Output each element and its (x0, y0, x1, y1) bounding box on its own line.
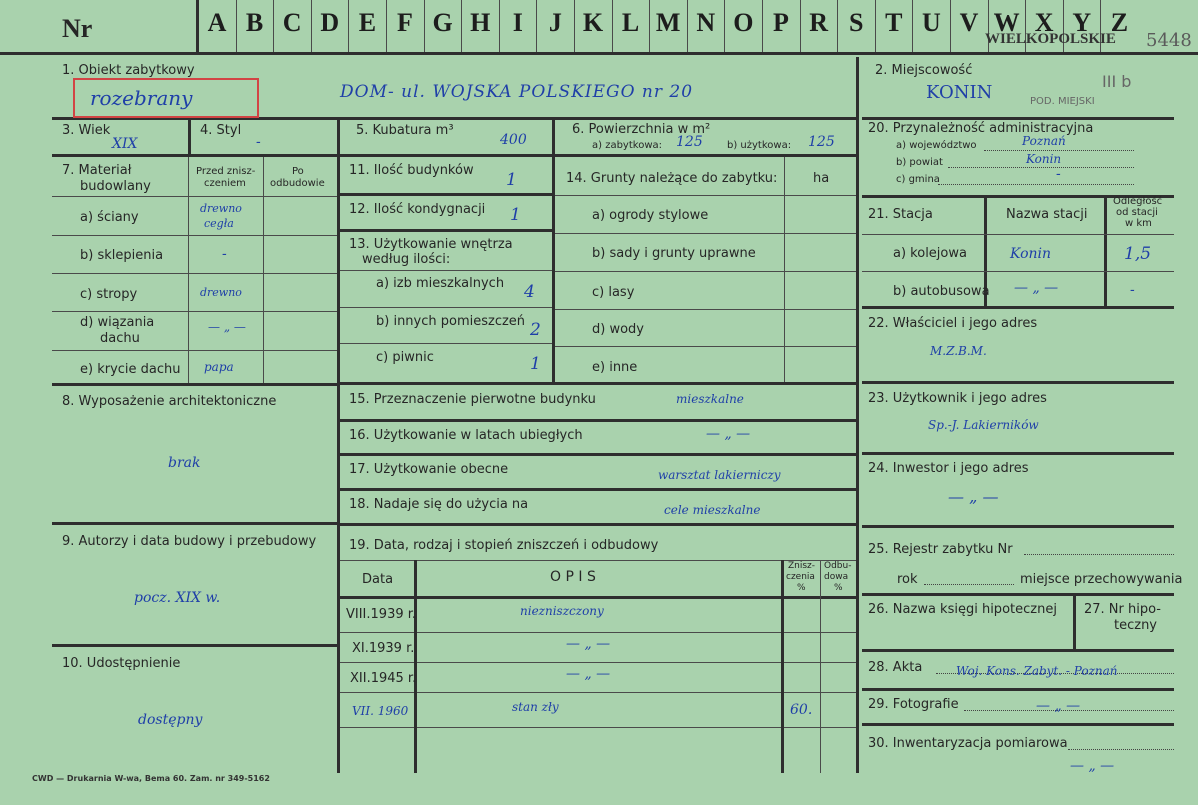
row-rule (340, 692, 856, 693)
row-rule (862, 649, 1174, 652)
f29-label: 29. Fotografie (868, 697, 959, 712)
f5-value: 400 (500, 132, 527, 148)
f23-label: 23. Użytkownik i jego adres (868, 391, 1047, 406)
f25-rok: rok (897, 572, 918, 587)
divider (820, 560, 821, 773)
letter-divider (424, 0, 425, 52)
f22-label: 22. Właściciel i jego adres (868, 316, 1038, 331)
f18-label: 18. Nadaje się do użycia na (349, 497, 529, 512)
f20-c-label: c) gmina (896, 174, 940, 185)
row-rule (52, 154, 337, 157)
f6-b-value: 125 (808, 134, 835, 150)
row-rule (340, 382, 856, 385)
f21-label: 21. Stacja (868, 207, 933, 222)
row-rule (862, 525, 1174, 528)
f30-value: — „ — (1070, 758, 1115, 774)
index-letter-o: O (733, 8, 754, 37)
f11-value: 1 (506, 170, 517, 190)
f23-value: Sp.-J. Lakierników (928, 418, 1039, 432)
index-letter-a: A (207, 8, 227, 37)
row-rule (862, 306, 1174, 309)
divider (188, 118, 191, 154)
f19-row-date: VIII.1939 r. (346, 607, 417, 622)
index-letter-v: V (959, 8, 979, 37)
row-rule (862, 117, 1174, 120)
letter-divider (837, 0, 838, 52)
f10-label: 10. Udostępnienie (62, 656, 181, 671)
f21-col-dist: Odległość (1113, 196, 1163, 207)
f7-row-label: dachu (100, 331, 140, 346)
f28-value: Woj. Kons. Zabyt. - Poznań (956, 664, 1118, 678)
row-rule (862, 234, 1174, 235)
index-letter-e: E (358, 8, 377, 37)
index-letter-r: R (809, 8, 828, 37)
letter-divider (311, 0, 312, 52)
dotted-line (984, 150, 1134, 151)
f7-row-label: e) krycie dachu (80, 362, 181, 377)
letter-divider (762, 0, 763, 52)
f21-col-dist: od stacji (1116, 207, 1158, 218)
index-letter-k: K (582, 8, 604, 37)
letter-divider (236, 0, 237, 52)
f7-row-value: cegła (204, 217, 234, 230)
f7-col2-b: odbudowie (270, 178, 325, 189)
f19-col-date: Data (362, 572, 394, 587)
f19-col-zn2: czenia (786, 572, 815, 582)
letter-divider (461, 0, 462, 52)
f7-row-value: — „ — (208, 320, 246, 334)
row-rule (862, 271, 1174, 272)
row-rule (52, 235, 337, 236)
f14-row: b) sady i grunty uprawne (592, 246, 756, 261)
f17-label: 17. Użytkowanie obecne (349, 462, 509, 477)
f7-col1-a: Przed znisz- (196, 166, 256, 177)
index-letter-f: F (397, 8, 413, 37)
f20-label: 20. Przynależność administracyjna (868, 121, 1094, 136)
row-rule (340, 560, 856, 561)
f19-col-zn1: Znisz- (788, 561, 816, 571)
index-letter-n: N (696, 8, 716, 37)
f7-row-value: - (222, 246, 227, 262)
f19-row-date: XI.1939 r. (352, 641, 415, 656)
f13-label-2: według ilości: (362, 252, 451, 267)
letter-divider (724, 0, 725, 52)
row-rule (340, 453, 856, 456)
f13-c-label: c) piwnic (376, 350, 434, 365)
letter-divider (687, 0, 688, 52)
divider (784, 157, 785, 383)
f28-label: 28. Akta (868, 660, 923, 675)
f14-row: d) wody (592, 322, 644, 337)
f7-col2-a: Po (292, 166, 304, 177)
f20-c-value: - (1056, 166, 1061, 182)
index-letter-l: L (621, 8, 640, 37)
divider (1073, 593, 1076, 649)
index-letter-p: P (773, 8, 789, 37)
f7-row-value: drewno (200, 202, 242, 215)
f14-row: c) lasy (592, 285, 635, 300)
nr-label: Nr (62, 14, 93, 43)
f21-b-dist: - (1130, 282, 1135, 298)
region-label: WIELKOPOLSKIE (985, 31, 1116, 47)
f6-a-value: 125 (676, 134, 703, 150)
row-rule (862, 723, 1174, 726)
row-rule (555, 271, 856, 272)
f6-b-label: b) użytkowa: (727, 140, 792, 151)
f26-label: 26. Nazwa księgi hipotecznej (868, 602, 1057, 617)
f19-col-opis: O P I S (550, 569, 596, 585)
f22-value: M.Z.B.M. (930, 344, 987, 358)
f20-a-label: a) województwo (896, 140, 977, 151)
letter-divider (348, 0, 349, 52)
f21-b-label: b) autobusowa (893, 284, 990, 299)
f14-unit: ha (813, 171, 830, 186)
f8-value: brak (168, 455, 201, 471)
divider (337, 118, 340, 773)
divider (414, 560, 417, 773)
row-rule (52, 311, 337, 312)
f21-col-dist: w km (1125, 218, 1152, 229)
row-rule (340, 419, 856, 422)
row-rule (862, 452, 1174, 455)
f14-label: 14. Grunty należące do zabytku: (566, 171, 778, 186)
f7-row-label: a) ściany (80, 210, 139, 225)
f13-label-1: 13. Użytkowanie wnętrza (349, 237, 513, 252)
row-rule (340, 596, 856, 599)
f7-col1-b: czeniem (204, 178, 246, 189)
f4-value: - (256, 134, 261, 150)
f17-value: warsztat lakierniczy (658, 468, 781, 482)
letter-divider (574, 0, 575, 52)
row-rule (52, 644, 337, 647)
dotted-line (948, 167, 1134, 168)
f16-value: — „ — (706, 426, 751, 442)
index-letter-x: X (1034, 8, 1054, 37)
row-rule (340, 343, 552, 344)
index-letter-m: M (655, 8, 681, 37)
f15-label: 15. Przeznaczenie pierwotne budynku (349, 392, 596, 407)
row-rule (52, 350, 337, 351)
f29-value: — „ — (1036, 698, 1081, 714)
index-letter-z: Z (1110, 8, 1129, 37)
f24-value: — „ — (948, 487, 999, 506)
f7-row-value: papa (204, 360, 234, 374)
header-rule (0, 52, 1198, 55)
index-letter-c: C (282, 8, 302, 37)
row-rule (862, 593, 1174, 596)
row-rule (52, 196, 337, 197)
f21-a-label: a) kolejowa (893, 246, 967, 261)
index-letter-j: J (548, 8, 562, 37)
index-letter-u: U (922, 8, 941, 37)
f1-value: DOM- ul. WOJSKA POLSKIEGO nr 20 (340, 82, 694, 102)
f7-row-value: drewno (200, 286, 242, 299)
row-rule (340, 488, 856, 491)
f14-row: a) ogrody stylowe (592, 208, 709, 223)
divider (552, 118, 555, 382)
f7-label-2: budowlany (80, 179, 151, 194)
dotted-line (938, 184, 1134, 185)
row-rule (340, 632, 856, 633)
f13-a-value: 4 (524, 282, 535, 302)
f12-value: 1 (510, 205, 521, 225)
row-rule (340, 154, 856, 157)
letter-divider (950, 0, 951, 52)
row-rule (862, 381, 1174, 384)
f21-a-name: Konin (1010, 246, 1052, 262)
letter-divider (273, 0, 274, 52)
dotted-line (1024, 554, 1174, 555)
f2-note: POD. MIEJSKI (1030, 96, 1095, 107)
f7-row-label: c) stropy (80, 287, 138, 302)
f20-b-label: b) powiat (896, 157, 943, 168)
f6-label: 6. Powierzchnia w m² (572, 122, 711, 137)
f19-row-desc: stan zły (512, 700, 559, 714)
f19-row-date: XII.1945 r. (350, 671, 417, 686)
letter-divider (875, 0, 876, 52)
f19-col-pct: % (797, 583, 806, 593)
letter-divider (912, 0, 913, 52)
f4-label: 4. Styl (200, 123, 242, 138)
f13-a-label: a) izb mieszkalnych (376, 276, 505, 291)
row-rule (555, 233, 856, 234)
f9-label: 9. Autorzy i data budowy i przebudowy (62, 534, 317, 549)
f27-label-2: teczny (1114, 618, 1157, 633)
f19-row-zniszczenia: 60. (790, 702, 813, 718)
index-letter-d: D (320, 8, 340, 37)
row-rule (52, 273, 337, 274)
f20-a-value: Poznań (1022, 134, 1066, 148)
divider (781, 560, 784, 773)
dotted-line (924, 584, 1014, 585)
row-rule (862, 688, 1174, 691)
f12-label: 12. Ilość kondygnacji (349, 202, 486, 217)
letter-divider (536, 0, 537, 52)
f8-label: 8. Wyposażenie architektoniczne (62, 394, 277, 409)
f13-b-value: 2 (530, 320, 541, 340)
f10-value: dostępny (138, 712, 203, 728)
card-number: 5448 (1146, 30, 1192, 51)
letter-divider (386, 0, 387, 52)
f1-label: 1. Obiekt zabytkowy (62, 63, 195, 78)
f19-col-pct: % (834, 583, 843, 593)
f16-label: 16. Użytkowanie w latach ubiegłych (349, 428, 583, 443)
index-letter-b: B (245, 8, 264, 37)
demolished-stamp-text: rozebrany (90, 86, 193, 110)
printer-footer: CWD — Drukarnia W-wa, Bema 60. Zam. nr 349-5162 (32, 774, 270, 783)
f9-value: pocz. XIX w. (134, 590, 221, 606)
f20-b-value: Konin (1026, 152, 1062, 166)
f19-row-desc: — „ — (566, 636, 611, 652)
f21-a-dist: 1,5 (1124, 244, 1152, 264)
dotted-line (1068, 749, 1174, 750)
row-rule (340, 523, 856, 526)
letter-divider (800, 0, 801, 52)
f19-col-od1: Odbu- (824, 561, 852, 571)
f19-col-od2: dowa (824, 572, 849, 582)
divider (856, 57, 859, 773)
f3-label: 3. Wiek (62, 123, 111, 138)
f6-a-label: a) zabytkowa: (592, 140, 662, 151)
f21-b-name: — „ — (1014, 280, 1059, 296)
divider (1104, 195, 1107, 307)
letter-divider (499, 0, 500, 52)
f18-value: cele mieszkalne (664, 503, 761, 517)
f14-row: e) inne (592, 360, 638, 375)
index-letter-y: Y (1072, 8, 1092, 37)
row-rule (340, 229, 552, 232)
f2-note2: III b (1102, 72, 1132, 91)
index-letter-h: H (470, 8, 491, 37)
index-letter-t: T (885, 8, 903, 37)
row-rule (340, 307, 552, 308)
f24-label: 24. Inwestor i jego adres (868, 461, 1029, 476)
index-letter-g: G (432, 8, 453, 37)
f11-label: 11. Ilość budynków (349, 163, 474, 178)
index-letter-w: W (993, 8, 1020, 37)
row-rule (340, 270, 552, 271)
f25-label: 25. Rejestr zabytku Nr (868, 542, 1013, 557)
f19-row-desc: niezniszczony (520, 604, 604, 618)
f15-value: mieszkalne (676, 392, 744, 406)
letter-divider (612, 0, 613, 52)
row-rule (555, 309, 856, 310)
f5-label: 5. Kubatura m³ (356, 123, 454, 138)
f27-label-1: 27. Nr hipo- (1084, 602, 1161, 617)
row-rule (340, 662, 856, 663)
letter-divider (649, 0, 650, 52)
row-rule (555, 346, 856, 347)
row-rule (52, 522, 337, 525)
f13-b-label: b) innych pomieszczeń (376, 314, 526, 329)
f7-label-1: 7. Materiał (62, 163, 132, 178)
f19-label: 19. Data, rodzaj i stopień zniszczeń i odbudowy (349, 538, 659, 553)
row-rule (340, 727, 856, 728)
f7-row-label: b) sklepienia (80, 248, 164, 263)
f21-col-name: Nazwa stacji (1006, 207, 1088, 222)
f30-label: 30. Inwentaryzacja pomiarowa (868, 736, 1068, 751)
f13-c-value: 1 (530, 354, 541, 374)
index-letter-i: I (512, 8, 523, 37)
f2-value: KONIN (926, 82, 993, 103)
row-rule (340, 193, 552, 196)
f25-miejsce: miejsce przechowywania (1020, 572, 1183, 587)
f3-value: XIX (112, 136, 138, 152)
f19-row-desc: — „ — (566, 666, 611, 682)
f7-row-label: d) wiązania (80, 315, 155, 330)
row-rule (555, 195, 856, 196)
index-letter-s: S (848, 8, 864, 37)
row-rule (52, 383, 337, 386)
f19-row-date: VII. 1960 (352, 704, 409, 718)
f2-label: 2. Miejscowość (875, 63, 973, 78)
